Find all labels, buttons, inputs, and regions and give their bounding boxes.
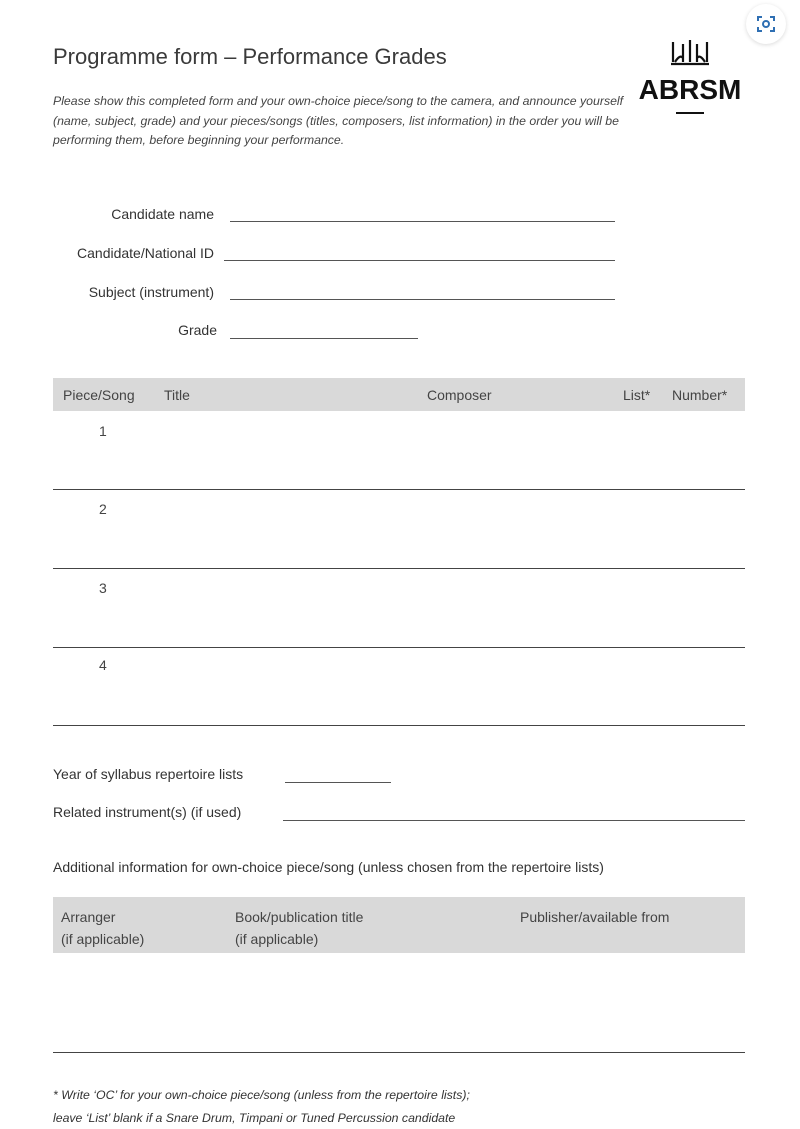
col-arranger [61,906,144,950]
related-instrument-field[interactable] [283,820,745,821]
piece-number: 3 [99,580,107,596]
col-arranger-label: Arranger [61,909,116,925]
footnote-line-1: * Write ‘OC’ for your own-choice piece/song (unless from the repertoire lists); [53,1088,470,1102]
candidate-name-label: Candidate name [111,206,214,222]
visual-search-button[interactable] [746,4,786,44]
own-choice-table-header [53,897,745,953]
abrsm-logo [634,38,746,114]
col-book-note: (if applicable) [235,931,319,947]
additional-info-label: Additional information for own-choice piece/song (unless chosen from the repertoire lists) [53,859,604,875]
subject-field[interactable] [230,299,615,300]
row-divider [53,489,745,490]
piece-number: 1 [99,423,107,439]
related-instrument-label: Related instrument(s) (if used) [53,804,242,820]
grade-field[interactable] [230,338,418,339]
crown-icon [665,38,715,70]
instructions: Please show this completed form and your own-choice piece/song to the camera, and announce yourself (name, subject, grade) and your pieces/songs (titles, composers, list information) in the order you will be performing them, before beginning your performance. [53,94,624,148]
candidate-name-field[interactable] [230,221,615,222]
col-book [235,906,363,950]
footnote-line-2: leave ‘List’ blank if a Snare Drum, Timpani or Tuned Percussion candidate [53,1111,456,1125]
row-divider [53,1052,745,1053]
col-composer: Composer [427,387,492,403]
row-divider [53,647,745,648]
grade-label: Grade [178,322,217,338]
row-divider [53,568,745,569]
piece-number: 2 [99,501,107,517]
col-publisher [520,906,669,928]
piece-number: 4 [99,657,107,673]
subject-label: Subject (instrument) [88,284,214,300]
pieces-table-header [53,378,745,411]
row-divider [53,725,745,726]
year-label: Year of syllabus repertoire lists [53,766,244,782]
col-piece: Piece/Song [63,387,135,403]
col-arranger-note: (if applicable) [61,931,145,947]
lens-scan-icon [746,4,786,44]
logo-text: ABRSM [638,74,742,105]
col-book-label: Book/publication title [235,909,364,925]
col-publisher-label: Publisher/available from [520,909,670,925]
candidate-id-field[interactable] [224,260,615,261]
candidate-id-label: Candidate/National ID [77,245,214,261]
col-number: Number* [672,387,728,403]
page-title: Programme form – Performance Grades [53,44,447,69]
col-list: List* [623,387,651,403]
year-field[interactable] [285,782,391,783]
col-title: Title [164,387,190,403]
